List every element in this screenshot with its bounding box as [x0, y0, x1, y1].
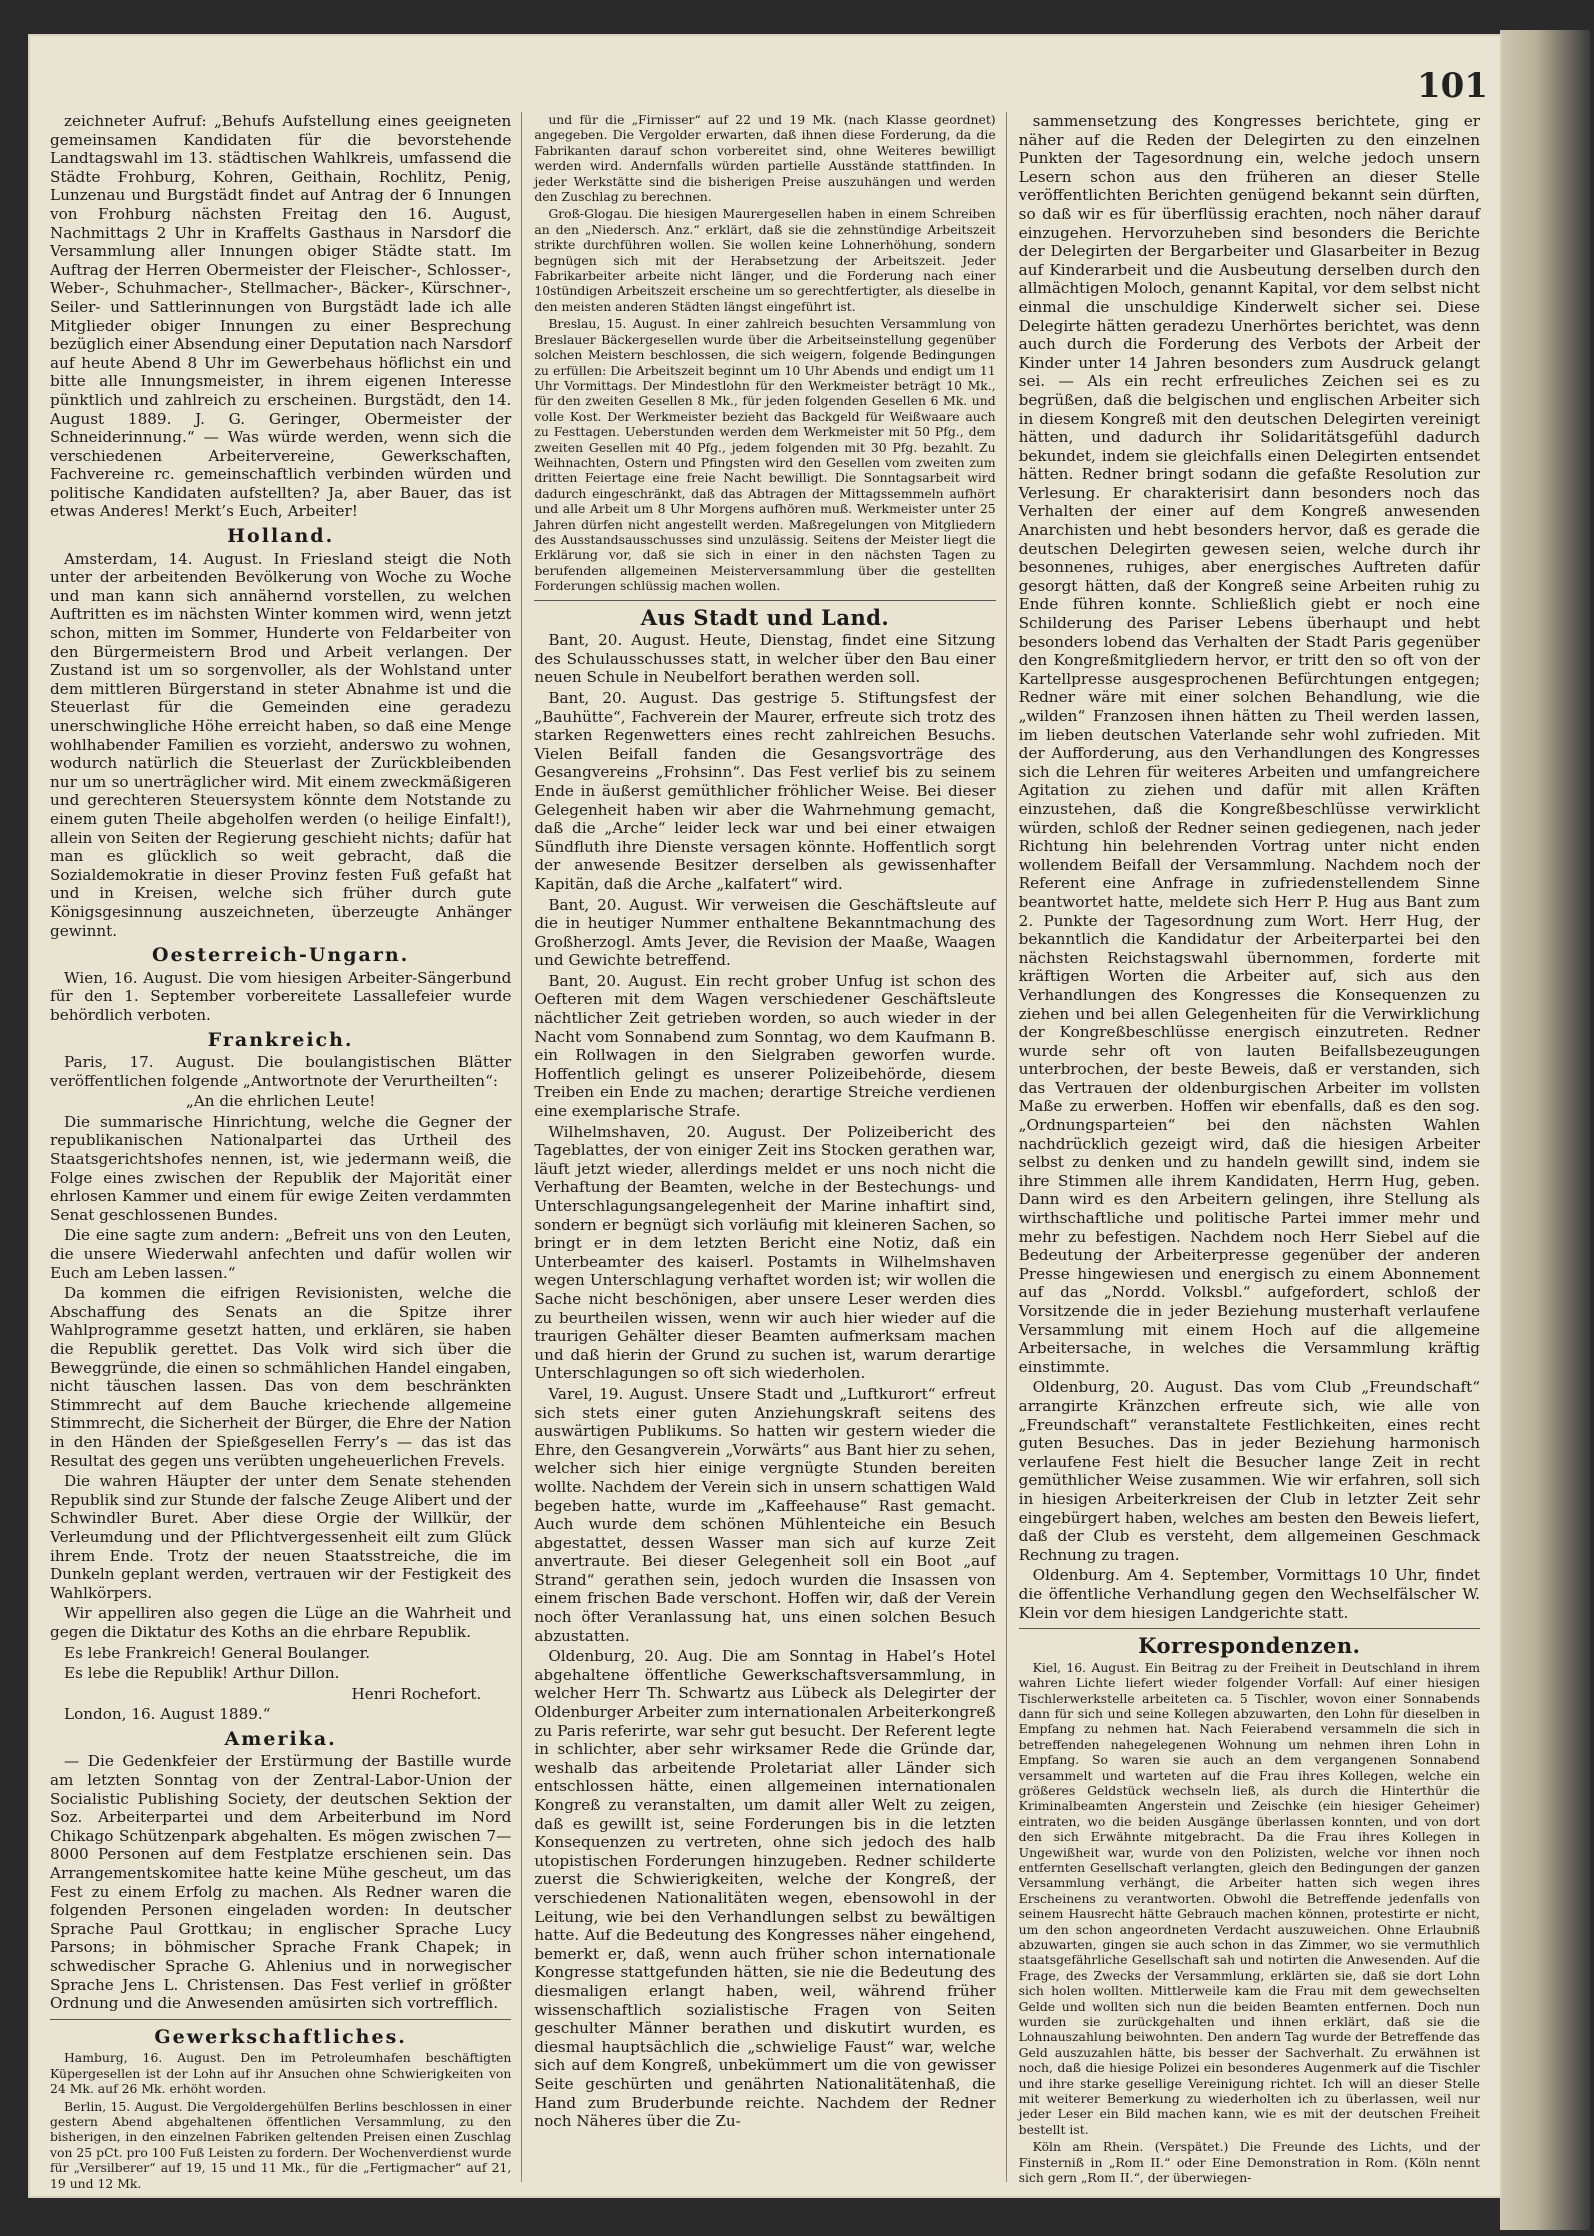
article-paragraph: „An die ehrlichen Leute! [185, 1092, 376, 1111]
article-paragraph: Wien, 16. August. Die vom hiesigen Arbeiter-Sängerbund für den 1. September vorbereitete Lassallefeier wurde behördlich verboten. [50, 968, 512, 1024]
article-paragraph: Wilhelmshaven, 20. August. Der Polizeibericht des Tageblattes, der von einiger Zeit ins Stocken gerathen war, läuft jetzt wieder, allerdings meldet er uns noch nicht die Verhaftung der Beamten, welche in der Bestechungs- und Unterschlagungsangelegenheit der Marine inhaftirt sind, sondern er begnügt sich vorläufig mit kleineren Sachen, so bringt er in dem letzten Bericht eine Notiz, daß ein Unterbeamter des kaiserl. Postamts in Wilhelmshaven wegen Unterschlagung verhaftet worden ist; wir wollen die Sache nicht beschönigen, aber unsere Leser werden dies zu beurtheilen wissen, wenn wir auch hier wieder auf die traurigen Gehälter dieser Beamten aufmerksam machen und daß hierin der Grund zu suchen ist, warum derartige Unterschlagungen so oft sich wiederholen. [534, 1122, 996, 1383]
section-divider [50, 2019, 511, 2020]
article-paragraph: Paris, 17. August. Die boulangistischen Blätter veröffentlichen folgende „Antwortnote der Verurtheilten“: [50, 1053, 512, 1090]
article-paragraph-small: Groß-Glogau. Die hiesigen Maurergesellen haben in einem Schreiben an den „Niedersch. Anz.“ erklärt, daß sie die zehnstündige Arbeitszeit strikte durchführen wollen. Sie wollen keine Lohnerhöhung, sondern begnügen sich mit der Herabsetzung der Arbeitszeit. Jeder Fabrikarbeiter arbeite nicht länger, und die Forderung nach einer 10stündigen Arbeitszeit erscheine um so gerechtfertigter, als dieselbe in den meisten anderen Städten längst eingeführt ist. [534, 206, 996, 314]
section-heading: Frankreich. [207, 1028, 354, 1051]
section-heading: Holland. [227, 525, 335, 548]
article-paragraph: Da kommen die eifrigen Revisionisten, welche die Abschaffung des Senats an die Spitze ihrer Wahlprogramme gesetzt hatten, und erklären, sie haben die Republik gerettet. Das Volk wird sich über die Beweggründe, die einen so schmählichen Handel eingaben, nicht täuschen lassen. Das von dem beschränkten Stimmrecht auf dem Bauche kriechende allgemeine Stimmrecht, die Sicherheit der Bürger, die Ehre der Nation in den Händen der Spießgesellen Ferry’s — das ist das Resultat des gegen uns verübten ungeheuerlichen Frevels. [50, 1284, 512, 1470]
section-heading: Aus Stadt und Land. [640, 604, 890, 630]
newspaper-page [30, 36, 1500, 2196]
article-paragraph: Die wahren Häupter der unter dem Senate stehenden Republik sind zur Stunde der falsche Zeuge Alibert und der Schwindler Buret. Aber diese Orgie der Willkür, der Verleumdung und der Pflichtvergessenheit eilt zum Glück ihrem Ende. Trotz der neuen Staatsstreiche, die im Dunkeln geplant werden, vertrauen wir der Festigkeit des Wahlkörpers. [50, 1472, 512, 1602]
article-paragraph-small: und für die „Firnisser“ auf 22 und 19 Mk. (nach Klasse geordnet) angegeben. Die Vergolder erwarten, daß ihnen diese Forderung, da die Fabrikanten darauf schon vorbereitet sind, ohne Weiteres bewilligt werden wird. Andernfalls würden partielle Ausstände stattfinden. In jeder Werkstätte sind die bisherigen Preise auszuhängen und werden den Zuschlag zu berechnen. [534, 112, 996, 205]
article-paragraph: Bant, 20. August. Ein recht grober Unfug ist schon des Oefteren mit dem Wagen verschiedener Geschäftsleute nächtlicher Zeit getrieben worden, so auch wieder in der Nacht vom Sonnabend zum Sonntag, wo dem Kaufmann B. ein Rollwagen in den Sielgraben geworfen wurde. Hoffentlich gelingt es unserer Polizeibehörde, diesem Treiben ein Ende zu machen; derartige Streiche verdienen eine exemplarische Strafe. [534, 971, 996, 1121]
article-paragraph: Die eine sagte zum andern: „Befreit uns von den Leuten, die unsere Wiederwahl anfechten und dafür wollen wir Euch am Leben lassen.“ [50, 1226, 512, 1282]
section-heading: Gewerkschaftliches. [154, 2025, 407, 2048]
article-paragraph: Bant, 20. August. Heute, Dienstag, findet eine Sitzung des Schulausschusses statt, in welcher über den Bau einer neuen Schule in Neubelfort berathen werden soll. [534, 631, 996, 687]
article-paragraph-small: Kiel, 16. August. Ein Beitrag zu der Freiheit in Deutschland in ihrem wahren Lichte liefert wieder folgender Vorfall: Auf einer hiesigen Tischlerwerkstelle arbeiteten ca. 5 Tischler, wovon einer Sonnabends dann für sich und seine Kollegen abzuwarten, den Lohn für dieselben in Empfang zu nehmen hat. Nach Feierabend versammeln die sich in betreffenden nahegelegenen Wohnung um nehmen ihren Lohn in Empfang. So waren sie auch an dem vergangenen Sonnabend versammelt und warteten auf die Frau ihres Kollegen, welche ein größeres Geldstück wechseln ließ, als durch die Hinterthür die Kriminalbeamten Angerstein und Zeischke (ein hiesiger Geheimer) eintraten, wo die beiden Ausgänge überlassen konnten, und von dort den sich Erwähnte mitgebracht. Da die Frau ihres Kollegen in Ungewißheit war, wurde von den Polizisten, welche vor ihnen noch entfernten Gesellschaft verlangten, gleich den Bedingungen der ganzen Versammlung verhängt, die Arbeiter hatten sich wegen ihres Erscheinens zu verantworten. Obwohl die Betreffende jedenfalls von seinem Hausrecht hätte Gebrauch machen können, protestirte er nicht, um den schon angeordneten Verdacht auszuweichen. Ohne Erlaubniß abzuwarten, gingen sie auch schon in das Zimmer, wo sie vermuthlich staatsgefährliche Gesellschaft sah und notirten die Anwesenden. Auf die Frage, des Zwecks der Versammlung, erklärten sie, daß sie dort Lohn sich holen wollten. Mittlerweile kam die Frau mit dem gewechselten Gelde und wollten sich nun die beiden Beamten entfernen. Doch nun wurden sie zurückgehalten und ihnen erklärt, daß sie die Lohnauszahlung beiwohnten. Den andern Tag wurde der Betreffende das Geld auszuzahlen hätte, bis besser der Sachverhalt. Zu erwähnen ist noch, daß die hiesige Polizei ein besonderes Augenmerk auf die Tischler und ihre starke gesellige Vereinigung richtet. Ich will an dieser Stelle mit weiterer Bemerkung zu wiederholten ich zu überlassen, weil nur jeder Leser ein Bild machen kann, wie es mit der deutschen Freiheit bestellt ist. [1018, 1659, 1480, 2137]
article-paragraph: Bant, 20. August. Wir verweisen die Geschäftsleute auf die in heutiger Nummer enthaltene Bekanntmachung des Großherzogl. Amts Jever, die Revision der Maaße, Waagen und Gewichte betreffend. [534, 895, 996, 970]
book-spine-edge [1500, 30, 1590, 2230]
article-paragraph: Oldenburg, 20. August. Das vom Club „Freundschaft“ arrangirte Kränzchen erfreute sich, wie alle von „Freundschaft“ veranstaltete Festlichkeiten, eines recht guten Besuches. Das in jeder Beziehung harmonisch verlaufene Fest hielt die Besucher lange Zeit in recht gemüthlicher Weise zusammen. Wie wir erfahren, soll sich in hiesigen Arbeiterkreisen der Club in letzter Zeit sehr eingebürgert haben, welches am besten den Beweis liefert, daß der Club es versteht, dem allgemeinen Geschmack Rechnung zu tragen. [1018, 1378, 1480, 1564]
article-paragraph: Oldenburg. Am 4. September, Vormittags 10 Uhr, findet die öffentliche Verhandlung gegen den Wechselfälscher W. Klein vor dem hiesigen Landgerichte statt. [1018, 1566, 1480, 1622]
article-paragraph-small: Hamburg, 16. August. Den im Petroleumhafen beschäftigten Küpergesellen ist der Lohn auf ihr Ansuchen ohne Schwierigkeiten von 24 Mk. auf 26 Mk. erhöht worden. [50, 2050, 512, 2097]
section-divider [534, 600, 995, 601]
article-paragraph: sammensetzung des Kongresses berichtete, ging er näher auf die Reden der Delegirten zu den einzelnen Punkten der Tagesordnung ein, welche jedoch unsern Lesern schon aus den früheren an dieser Stelle veröffentlichten Berichten genügend bekannt sein dürften, so daß wir es für überflüssig erachten, noch näher darauf einzugehen. Hervorzuheben sind besonders die Berichte der Delegirten der Bergarbeiter und Glasarbeiter in Bezug auf Kinderarbeit und die Ausbeutung derselben durch den allmächtigen Moloch, genannt Kapital, vor dem selbst nicht einmal die unschuldige Kinderwelt sicher sei. Diese Delegirte hätten geradezu Unerhörtes berichtet, was denn auch durch die Forderung des Verbots der Arbeit der Kinder unter 14 Jahren besonders zum Ausdruck gelangt sei. — Als ein recht erfreuliches Zeichen sei es zu begrüßen, daß die belgischen und englischen Arbeiter sich in diesem Kongreß mit den deutschen Delegirten vereinigt hätten, und dadurch ihr Solidaritätsgefühl dadurch bekundet, indem sie gleichfalls einen Delegirten entsendet hätten. Redner bringt sodann die gefaßte Resolution zur Verlesung. Er charakterisirt dann besonders noch das Verhalten der einer auf dem Kongreß anwesenden Anarchisten und hebt besonders hervor, daß es gerade die deutschen Delegirten gewesen seien, welche durch ihr besonnenes, ruhiges, aber energisches Auftreten dafür gesorgt hätten, daß der Kongreß seine Arbeiten ruhig zu Ende führen konnte. Schließlich giebt er noch eine Schilderung des Pariser Lebens überhaupt und hebt besonders lobend das Verhalten der Stadt Paris gegenüber den Kongreßmitgliedern hervor, er tritt den so oft von der Kartellpresse ausgesprochenen Befürchtungen entgegen; Redner wäre mit einer solchen Behandlung, wie die „wilden“ Franzosen ihnen hätten zu Theil werden lassen, im lieben deutschen Vaterlande sehr wohl zufrieden. Mit der Aufforderung, aus den Verhandlungen des Kongresses sich die Lehren für weiteres Arbeiten und umfangreichere Agitation zu ziehen und dafür mit allen Kräften einzustehen, daß die Kongreßbeschlüsse verwirklicht würden, schloß der Redner seinen gediegenen, nach jeder Richtung hin belehrenden Vortrag unter nicht enden wollendem Beifall der Versammlung. Nachdem noch der Referent eine Anfrage in zufriedenstellendem Sinne beantwortet hatte, meldete sich Herr P. Hug aus Bant zum 2. Punkte der Tagesordnung zum Wort. Herr Hug, der bekanntlich die Kandidatur der Arbeiterpartei bei den nächsten Reichstagswahl übernommen, forderte mit kräftigen Worten die Arbeiter auf, sich aus den Verhandlungen des Kongresses die Konsequenzen zu ziehen und bei allen Gelegenheiten für die Verwirklichung der Kongreßbeschlüsse energisch einzutreten. Redner wurde sehr oft von lauten Beifallsbezeugungen unterbrochen, der beste Beweis, daß er verstanden, sich das Vertrauen der oldenburgischen Arbeiter im vollsten Maße zu erwerben. Hoffen wir ebenfalls, daß es den sog. „Ordnungsparteien“ bei den nächsten Wahlen nachdrücklich gezeigt wird, daß die hiesigen Arbeiter selbst zu denken und zu handeln gewillt sind, indem sie ihre Stimmen alle ihrem Kandidaten, Herrn Hug, geben. Dann wird es den Arbeitern gelingen, ihre Stellung als wirthschaftliche und politische Partei immer mehr und mehr zu befestigen. Nachdem noch Herr Siebel auf die Bedeutung der Arbeiterpresse gegenüber der anderen Presse hingewiesen und energisch zu einem Abonnement auf das „Nordd. Volksbl.“ aufgefordert, schloß der Vorsitzende die in jeder Beziehung musterhaft verlaufene Versammlung mit einem Hoch auf die allgemeine Arbeitersache, in welches die Versammlung kräftig einstimmte. [1018, 112, 1480, 1376]
article-paragraph: — Die Gedenkfeier der Erstürmung der Bastille wurde am letzten Sonntag von der Zentral-Labor-Union der Socialistic Publishing Society, der deutschen Sektion der Soz. Arbeiterpartei und dem Arbeiterbund im Nord Chikago Schützenpark abgehalten. Es mögen zwischen 7—8000 Personen auf dem Festplatze erschienen sein. Das Arrangementskomitee hatte keine Mühe gescheut, um das Fest zu einem Erfolg zu machen. Als Redner waren die folgenden Personen eingeladen worden: In deutscher Sprache Paul Grottkau; in englischer Sprache Lucy Parsons; in böhmischer Sprache Frank Chapek; in schwedischer Sprache G. Ahlenius und in norwegischer Sprache Jens L. Christensen. Das Fest verlief in größter Ordnung und die Anwesenden amüsirten sich vortrefflich. [50, 1752, 512, 2013]
article-paragraph-small: Köln am Rhein. (Verspätet.) Die Freunde des Lichts, und der Finsterniß in „Rom II.“ oder Eine Demonstration in Rom. (Köln nennt sich gern „Rom II.“, der überwiegen- [1018, 2139, 1480, 2186]
column-1 [50, 112, 522, 2191]
article-paragraph: Wir appelliren also gegen die Lüge an die Wahrheit und gegen die Diktatur des Koths an die ehrbare Republik. [50, 1604, 512, 1641]
article-paragraph-small: Breslau, 15. August. In einer zahlreich besuchten Versammlung von Breslauer Bäckergesellen wurde über die Arbeitseinstellung gegenüber solchen Meistern beschlossen, die sich weigern, folgende Bedingungen zu erfüllen: Die Arbeitszeit beginnt um 10 Uhr Abends und endigt um 11 Uhr Vormittags. Der Mindestlohn für den Werkmeister beträgt 10 Mk., für den zweiten Gesellen 8 Mk., für jeden folgenden Gesellen 6 Mk. und volle Kost. Der Werkmeister bezieht das Backgeld für Weißwaare auch zu Festtagen. Ueberstunden werden dem Werkmeister mit 50 Pfg., dem zweiten Gesellen mit 40 Pfg., jedem folgenden mit 30 Pfg. bezahlt. Zu Weihnachten, Ostern und Pfingsten wird den Gesellen vom zweiten zum dritten Feiertage eine freie Nacht bewilligt. Die Sonntagsarbeit wird dadurch eingeschränkt, daß das Abtragen der Mittagssemmeln aufhört und alle Arbeit um 8 Uhr Morgens aufhören muß. Werkmeister unter 25 Jahren dürfen nicht angestellt werden. Maßregelungen von Mitgliedern des Ausstandsausschusses sind unzulässig. Seitens der Meister liegt die Erklärung vor, daß sie sich in einer in den nächsten Tagen zu berufenden allgemeinen Meisterversammlung über die gestellten Forderungen schlüssig machen wollen. [534, 316, 996, 594]
article-paragraph: Es lebe die Republik! Arthur Dillon. [64, 1664, 340, 1683]
article-paragraph: Bant, 20. August. Das gestrige 5. Stiftungsfest der „Bauhütte“, Fachverein der Maurer, erfreute sich trotz des starken Regenwetters eines recht zahlreichen Besuchs. Vielen Beifall fanden die Gesangsvorträge des Gesangvereins „Frohsinn“. Das Fest verlief bis zu seinem Ende in äußerst gemüthlicher fröhlicher Weise. Bei dieser Gelegenheit haben wir aber die Wahrnehmung gemacht, daß die „Arche“ leider leck war und bei einer etwaigen Sündfluth ihre Dienste versagen könnte. Hoffentlich sorgt der anwesende Besitzer derselben als gewissenhafter Kapitän, daß die Arche „kalfatert“ wird. [534, 688, 996, 893]
article-paragraph: Die summarische Hinrichtung, welche die Gegner der republikanischen Nationalpartei das Urtheil des Staatsgerichtshofes nennen, ist, wie jedermann weiß, die Folge eines zwischen der Republik der Majorität einer ehrlosen Kammer und einem für ewige Zeiten verdammten Senat geschlossenen Bundes. [50, 1112, 512, 1224]
article-paragraph: Henri Rochefort. [351, 1684, 482, 1703]
article-paragraph: Oldenburg, 20. Aug. Die am Sonntag in Habel’s Hotel abgehaltene öffentliche Gewerkschaftsversammlung, in welcher Herr Th. Schwartz aus Lübeck als Delegirter der Oldenburger Arbeiter zum internationalen Arbeiterkongreß zu Paris referirte, war sehr gut besucht. Der Referent legte in schlichter, aber sehr wirksamer Rede die Gründe dar, weshalb das arbeitende Proletariat aller Länder sich entschlossen hätte, einen allgemeinen internationalen Kongreß zu veranstalten, um damit aller Welt zu zeigen, daß es gewillt ist, seine Forderungen bis in die letzten Konsequenzen zu vertreten, ohne sich jedoch des halb utopistischen Forderungen hinzugeben. Redner schilderte zuerst die Schwierigkeiten, welche der Kongreß, der verschiedenen Nationalitäten wegen, ebensowohl in der Leitung, wie bei den Verhandlungen selbst zu bewältigen hatte. Auf die Bedeutung des Kongresses näher eingehend, bemerkt er, daß, wenn auch früher schon internationale Kongresse stattgefunden hätten, sie nie die Bedeutung des diesmaligen erlangt haben, weil, während früher wissenschaftlich sozialistische Fragen von Seiten geschulter Männer berathen und diskutirt wurden, es diesmal hauptsächlich die „schwielige Faust“ war, welche sich auf dem Kongreß, unbekümmert um die von gewisser Seite geschürten und genährten Nationalitätenhaß, die Hand zum Bruderbunde reichte. Nachdem der Redner noch Näheres über die Zu- [534, 1647, 996, 2131]
section-heading: Amerika. [224, 1727, 337, 1750]
section-heading: Oesterreich-Ungarn. [152, 944, 410, 967]
article-paragraph-small: Berlin, 15. August. Die Vergoldergehülfen Berlins beschlossen in einer gestern Abend abgehaltenen öffentlichen Versammlung, zu den bisherigen, in den einzelnen Fabriken geltenden Preisen einen Zuschlag von 25 pCt. pro 100 Fuß Leisten zu fordern. Der Wochenverdienst wurde für „Versilberer“ auf 19, 15 und 11 Mk., für die „Fertigmacher“ auf 21, 19 und 12 Mk. [50, 2098, 512, 2191]
article-paragraph: Es lebe Frankreich! General Boulanger. [64, 1643, 371, 1662]
column-3 [1018, 112, 1480, 2186]
columns-container [50, 112, 1480, 2191]
article-paragraph: London, 16. August 1889.“ [64, 1705, 271, 1724]
article-paragraph: zeichneter Aufruf: „Behufs Aufstellung eines geeigneten gemeinsamen Kandidaten für die bevorstehende Landtagswahl im 13. städtischen Wahlkreis, umfassend die Städte Frohburg, Kohren, Geithain, Rochlitz, Penig, Lunzenau und Burgstädt findet auf Antrag der 6 Innungen von Frohburg nächsten Freitag den 16. August, Nachmittags 2 Uhr in Kraffelts Gasthaus in Narsdorf die Versammlung aller Innungen obiger Städte statt. Im Auftrag der Herren Obermeister der Fleischer-, Schlosser-, Weber-, Schuhmacher-, Stellmacher-, Bäcker-, Kürschner-, Seiler- und Sattlerinnungen von Burgstädt lade ich alle Mitglieder obiger Innungen zu einer Besprechung bezüglich einer Absendung einer Deputation nach Narsdorf auf heute Abend 8 Uhr im Gewerbehaus höflichst ein und bitte alle Innungsmeister, in ihrem eigenen Interesse pünktlich und zahlreich zu erscheinen. Burgstädt, den 14. August 1889. J. G. Geringer, Obermeister der Schneiderinnung.“ — Was würde werden, wenn sich die verschiedenen Arbeitervereine, Gewerkschaften, Fachvereine rc. gemeinschaftlich verbinden würden und politische Kandidaten aufstellten? Ja, aber Bauer, das ist etwas Anderes! Merkt’s Euch, Arbeiter! [50, 112, 512, 521]
section-divider [1019, 1628, 1480, 1629]
section-heading: Korrespondenzen. [1138, 1633, 1361, 1659]
article-paragraph: Amsterdam, 14. August. In Friesland steigt die Noth unter der arbeitenden Bevölkerung von Woche zu Woche und man kann sich annähernd vorstellen, zu welchen Auftritten es im nächsten Winter kommen wird, wenn jetzt schon, mitten im Sommer, Hunderte von Feldarbeiter von den Bürgermeistern Brod und Arbeit verlangen. Der Zustand ist um so sorgenvoller, als der Wohlstand unter dem mittleren Bürgerstand in steter Abnahme ist und die Steuerlast für die Gemeinden eine geradezu unerschwingliche Höhe erreicht haben, so daß eine Menge wohlhabender Familien es vorzieht, anderswo zu wohnen, wodurch natürlich die Steuerlast der Zurückbleibenden nur um so unerträglicher wird. Mit einem zweckmäßigeren und gerechteren Steuersystem könnte dem Notstande zu einem guten Theile abgeholfen werden (o heilige Einfalt!), allein von Seiten der Regierung geschieht nichts; dafür hat man es glücklich so weit gebracht, daß die Sozialdemokratie in dieser Provinz festen Fuß gefaßt hat und in Kreisen, welche sich früher durch gute Königsgesinnung auszeichneten, überzeugte Anhänger gewinnt. [50, 549, 512, 940]
column-2 [534, 112, 1006, 2182]
article-paragraph: Varel, 19. August. Unsere Stadt und „Luftkurort“ erfreut sich stets einer guten Anziehungskraft seitens des auswärtigen Publikums. So hatten wir gestern wieder die Ehre, den Gesangverein „Vorwärts“ aus Bant hier zu sehen, welcher sich hier einige vergnügte Stunden bereiten wollte. Nachdem der Verein sich in unsern schattigen Wald begeben hatte, wurde im „Kaffeehause“ Rast gemacht. Auch wurde dem schönen Mühlenteiche ein Besuch abgestattet, dessen Wasser man sich auf kurze Zeit anvertraute. Bei dieser Gelegenheit soll ein Boot „auf Strand“ gerathen sein, jedoch wurden die Insassen von einem frischen Bade verschont. Hoffen wir, daß der Verein noch öfter Veranlassung hat, uns einen solchen Besuch abzustatten. [534, 1384, 996, 1645]
page-number: 101 [1417, 66, 1488, 106]
